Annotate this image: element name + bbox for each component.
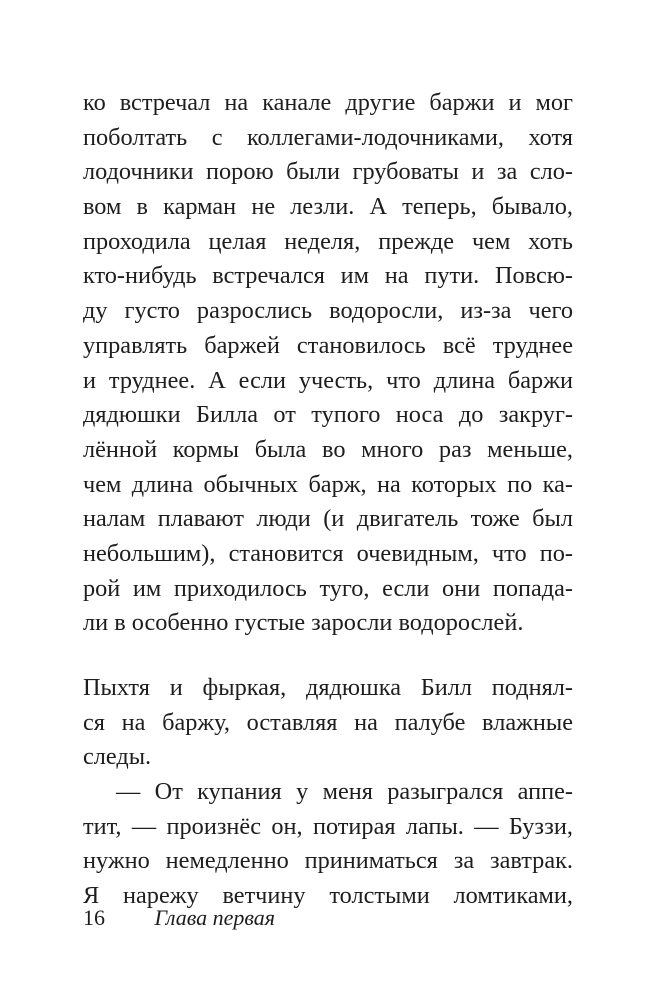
page-number: 16 [83,905,105,930]
text-line: Я нарежу ветчину толстыми ломтиками, [83,882,573,910]
text-line: лодочники порою были грубоваты и за сло- [83,158,573,186]
paragraph-3 [83,775,573,914]
text-line: ду густо разрослись водоросли, из-за чего [83,297,573,325]
text-line: небольшим), становится очевидным, что по- [83,539,573,567]
section-break [83,641,573,671]
text-line: кто-нибудь встречался им на пути. Повсю- [83,262,573,290]
running-chapter-title: Глава первая [154,905,275,930]
text-line: и труднее. А если учесть, что длина баржи [83,366,573,394]
book-page-text [83,86,573,914]
text-line: ли в особенно густые заросли водорослей. [83,609,524,637]
text-line: проходила целая неделя, прежде чем хоть [83,227,573,255]
text-line: вом в карман не лезли. А теперь, бывало, [83,193,573,221]
text-line: — От купания у меня разыгрался аппе- [116,778,573,806]
text-line: налам плавают люди (и двигатель тоже был [83,505,573,533]
text-line: рой им приходилось туго, если они попада- [83,574,573,602]
text-line: следы. [83,743,152,771]
text-line: ко встречал на канале другие баржи и мог [83,89,573,116]
text-line: лённой кормы была во много раз меньше, [83,435,573,463]
paragraph-2 [83,671,573,775]
text-line: поболтать с коллегами-лодочниками, хотя [83,123,573,151]
text-line: Пыхтя и фыркая, дядюшка Билл поднял- [83,674,573,701]
text-line: дядюшки Билла от тупого носа до закруг- [83,401,573,429]
paragraph-1 [83,86,573,641]
page-footer [83,905,275,931]
text-line: тит, — произнёс он, потирая лапы. — Буззи, [83,812,573,840]
text-line: ся на баржу, оставляя на палубе влажные [83,708,573,736]
text-line: управлять баржей становилось всё труднее [83,331,573,359]
text-line: нужно немедленно приниматься за завтрак. [83,847,573,875]
text-line: чем длина обычных барж, на которых по ка- [83,470,573,498]
